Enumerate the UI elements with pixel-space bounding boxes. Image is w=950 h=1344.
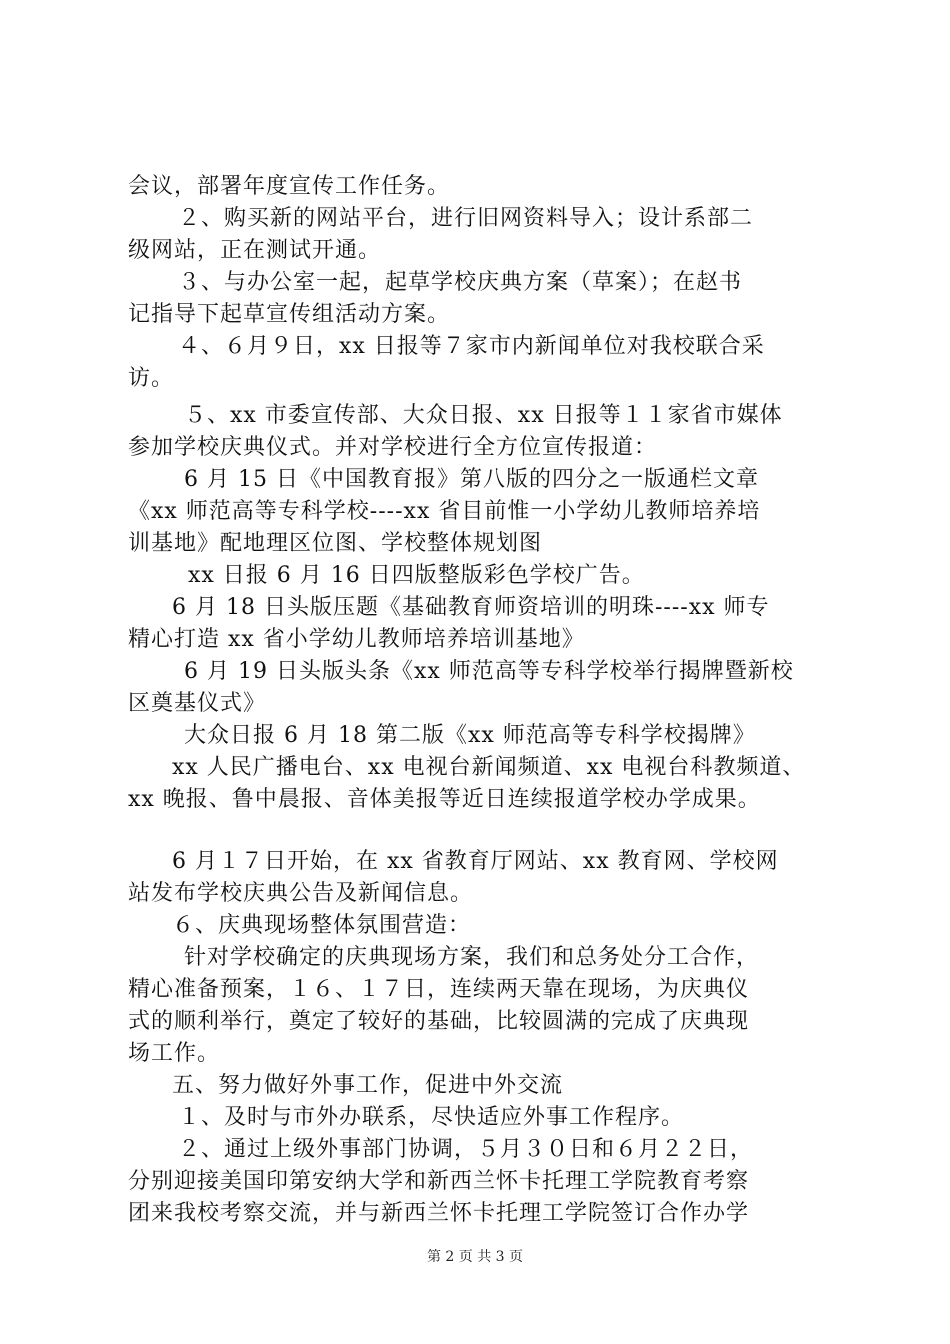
paragraph-line: xx 人民广播电台、xx 电视台新闻频道、xx 电视台科教频道、 <box>172 755 806 780</box>
paragraph-line: 6 月 18 日头版压题《基础教育师资培训的明珠----xx 师专 <box>172 595 770 620</box>
paragraph-line: 训基地》配地理区位图、学校整体规划图 <box>128 531 543 556</box>
paragraph-line: 精心打造 xx 省小学幼儿教师培养培训基地》 <box>128 627 585 652</box>
paragraph-line: 6 月 15 日《中国教育报》第八版的四分之一版通栏文章 <box>184 467 759 492</box>
paragraph-line: ５、xx 市委宣传部、大众日报、xx 日报等１１家省市媒体 <box>184 403 783 428</box>
paragraph-line: 团来我校考察交流，并与新西兰怀卡托理工学院签订合作办学 <box>128 1201 750 1226</box>
paragraph-line: ４、６月９日，xx 日报等７家市内新闻单位对我校联合采 <box>178 334 765 359</box>
paragraph-line: 6 月１７日开始，在 xx 省教育厅网站、xx 教育网、学校网 <box>172 849 779 874</box>
paragraph-line: 区奠基仪式》 <box>128 691 267 716</box>
paragraph-line: 分别迎接美国印第安纳大学和新西兰怀卡托理工学院教育考察 <box>128 1169 750 1194</box>
paragraph-line: 级网站，正在测试开通。 <box>128 238 382 263</box>
paragraph-line: 场工作。 <box>128 1041 221 1066</box>
paragraph-line: ３、与办公室一起，起草学校庆典方案（草案）；在赵书 <box>178 270 743 295</box>
paragraph-line: ６、庆典现场整体氛围营造： <box>172 913 472 938</box>
document-body <box>128 172 828 1228</box>
paragraph-line: 式的顺利举行，奠定了较好的基础，比较圆满的完成了庆典现 <box>128 1009 750 1034</box>
paragraph-line: １、及时与市外办联系，尽快适应外事工作程序。 <box>178 1105 685 1130</box>
paragraph-line: xx 日报 6 月 16 日四版整版彩色学校广告。 <box>188 563 645 588</box>
paragraph-line: 记指导下起草宣传组活动方案。 <box>128 302 451 327</box>
paragraph-line: 针对学校确定的庆典现场方案，我们和总务处分工合作， <box>184 945 760 970</box>
page-footer: 第 2 页 共 3 页 <box>426 1249 524 1265</box>
paragraph-line: 大众日报 6 月 18 第二版《xx 师范高等专科学校揭牌》 <box>184 723 756 748</box>
paragraph-line: 6 月 19 日头版头条《xx 师范高等专科学校举行揭牌暨新校 <box>184 659 794 684</box>
paragraph-line: ２、通过上级外事部门协调，５月３０日和６月２２日， <box>178 1137 754 1162</box>
paragraph-line: 参加学校庆典仪式。并对学校进行全方位宣传报道： <box>128 435 658 460</box>
paragraph-line: 访。 <box>128 366 175 391</box>
paragraph-line: xx 晚报、鲁中晨报、音体美报等近日连续报道学校办学成果。 <box>128 787 761 812</box>
paragraph-line: ２、购买新的网站平台，进行旧网资料导入；设计系部二 <box>178 206 754 231</box>
paragraph-line: 精心准备预案，１６、１７日，连续两天靠在现场，为庆典仪 <box>128 977 750 1002</box>
paragraph-line: 会议，部署年度宣传工作任务。 <box>128 174 451 199</box>
paragraph-line: 《xx 师范高等专科学校----xx 省目前惟一小学幼儿教师培养培 <box>128 499 761 524</box>
paragraph-line: 站发布学校庆典公告及新闻信息。 <box>128 881 474 906</box>
section-heading: 五、努力做好外事工作，促进中外交流 <box>172 1073 564 1098</box>
